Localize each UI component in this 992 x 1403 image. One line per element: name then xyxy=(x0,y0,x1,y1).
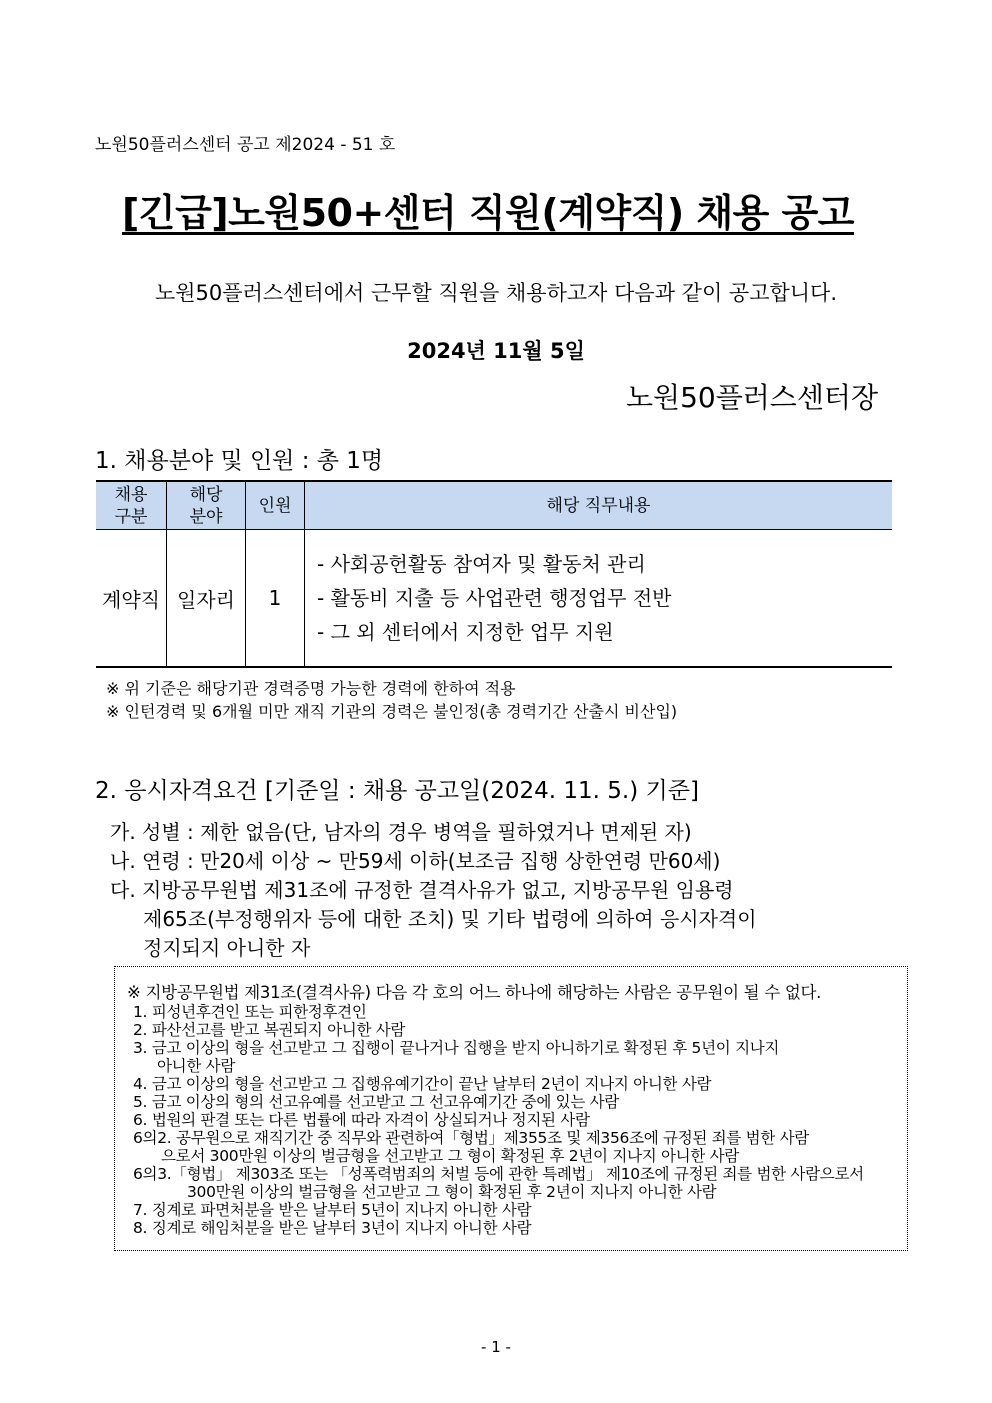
table-header-row xyxy=(96,481,892,530)
announcement-date: 2024년 11월 5일 xyxy=(407,339,585,363)
section-1-heading: 1. 채용분야 및 인원 : 총 1명 xyxy=(95,448,384,474)
box-line: 5. 금고 이상의 형의 선고유예를 선고받고 그 선고유예기간 중에 있는 사람 xyxy=(133,1093,619,1111)
requirement-item-continued: 제65조(부정행위자 등에 대한 조치) 및 기타 법령에 의하여 응시자격이 xyxy=(143,907,757,931)
note: ※ 위 기준은 해당기관 경력증명 가능한 경력에 한하여 적용 xyxy=(106,679,516,698)
section-2-heading: 2. 응시자격요건 [기준일 : 채용 공고일(2024. 11. 5.) 기준] xyxy=(95,778,699,804)
note: ※ 인턴경력 및 6개월 미만 재직 기관의 경력은 불인정(총 경력기간 산출시 비산입) xyxy=(106,702,678,721)
box-line: 4. 금고 이상의 형을 선고받고 그 집행유예기간이 끝난 날부터 2년이 지나지 아니한 사람 xyxy=(133,1075,712,1093)
duty-item: - 활동비 지출 등 사업관련 행정업무 전반 xyxy=(317,586,672,610)
box-line: 2. 파산선고를 받고 복권되지 아니한 사람 xyxy=(133,1021,406,1039)
box-line: 6의3.「형법」 제303조 또는 「성폭력범죄의 처벌 등에 관한 특례법」 제10조에 규정된 죄를 범한 사람으로서 xyxy=(133,1165,864,1183)
cell-type: 계약직 xyxy=(96,530,167,668)
box-header: ※ 지방공무원법 제31조(결격사유) 다음 각 호의 어느 하나에 해당하는 사람은 공무원이 될 수 없다. xyxy=(127,983,822,1002)
requirement-item-continued: 정지되지 아니한 자 xyxy=(143,936,311,960)
requirement-item: 나. 연령 : 만20세 이상 ~ 만59세 이하(보조금 집행 상한연령 만60세) xyxy=(110,849,721,873)
cell-duties xyxy=(305,530,893,668)
requirement-item: 다. 지방공무원법 제31조에 규정한 결격사유가 없고, 지방공무원 임용령 xyxy=(110,878,734,902)
box-line: 8. 징계로 해임처분을 받은 날부터 3년이 지나지 아니한 사람 xyxy=(133,1219,532,1237)
box-line: 3. 금고 이상의 형을 선고받고 그 집행이 끝나거나 집행을 받지 아니하기로 확정된 후 5년이 지나지 xyxy=(133,1039,780,1057)
header-type: 채용 구분 xyxy=(96,481,167,530)
disqualification-box xyxy=(114,966,908,1251)
box-line: 아니한 사람 xyxy=(157,1057,235,1075)
header-count: 인원 xyxy=(246,481,305,530)
recruitment-table xyxy=(96,480,892,668)
table-row xyxy=(96,530,892,668)
box-line: 1. 피성년후견인 또는 피한정후견인 xyxy=(133,1003,367,1021)
page-title: [긴급]노원50+센터 직원(계약직) 채용 공고 xyxy=(122,191,854,235)
page-number: - 1 - xyxy=(481,1338,511,1356)
box-line: 7. 징계로 파면처분을 받은 날부터 5년이 지나지 아니한 사람 xyxy=(133,1201,532,1219)
cell-field: 일자리 xyxy=(167,530,246,668)
box-line: 300만원 이상의 벌금형을 선고받고 그 형이 확정된 후 2년이 지나지 아니한 사람 xyxy=(187,1183,717,1201)
duty-item: - 그 외 센터에서 지정한 업무 지원 xyxy=(317,620,614,644)
intro-text: 노원50플러스센터에서 근무할 직원을 채용하고자 다음과 같이 공고합니다. xyxy=(154,281,838,305)
box-line: 으로서 300만원 이상의 벌금형을 선고받고 그 형이 확정된 후 2년이 지나지 아니한 사람 xyxy=(161,1147,739,1165)
document-number: 노원50플러스센터 공고 제2024 - 51 호 xyxy=(95,135,396,155)
signer: 노원50플러스센터장 xyxy=(625,381,878,414)
header-field: 해당 분야 xyxy=(167,481,246,530)
box-line: 6의2. 공무원으로 재직기간 중 직무와 관련하여「형법」제355조 및 제356조에 규정된 죄를 범한 사람 xyxy=(133,1129,809,1147)
box-line: 6. 법원의 판결 또는 다른 법률에 따라 자격이 상실되거나 정지된 사람 xyxy=(133,1111,590,1129)
header-duties: 해당 직무내용 xyxy=(305,481,893,530)
cell-count: 1 xyxy=(246,530,305,668)
requirement-item: 가. 성별 : 제한 없음(단, 남자의 경우 병역을 필하였거나 면제된 자) xyxy=(110,820,692,844)
duty-item: - 사회공헌활동 참여자 및 활동처 관리 xyxy=(317,552,646,576)
